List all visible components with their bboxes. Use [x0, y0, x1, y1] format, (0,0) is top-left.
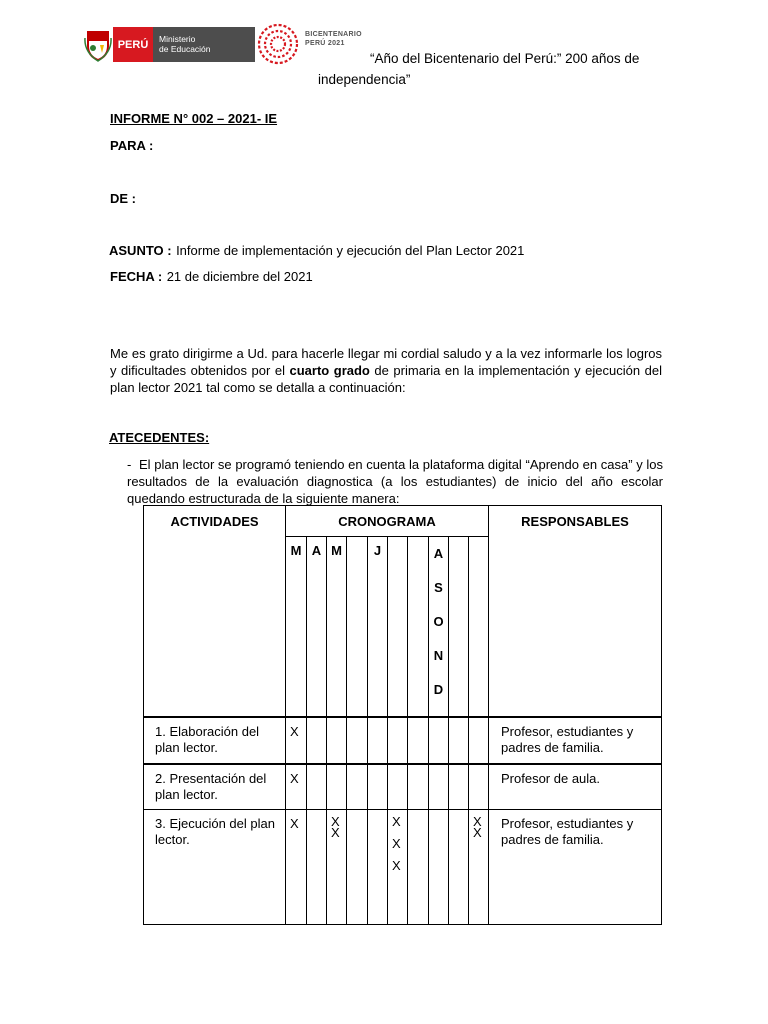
bicentenario-line1: BICENTENARIO	[305, 31, 362, 38]
intro-paragraph	[110, 345, 662, 396]
report-title: INFORME N° 002 – 2021- IE	[110, 111, 278, 126]
logo-ministry-label	[153, 27, 255, 62]
schedule-mark-cell	[368, 764, 388, 810]
bullet-paragraph	[127, 456, 663, 507]
schedule-mark-cell: X	[286, 717, 307, 764]
bullet-text: El plan lector se programó teniendo en cuenta la plataforma digital “Aprendo en casa” y los resultados de la evaluación diagnostica (a los estudiantes) de inicio del año escolar quedando estructurada de la siguiente manera:	[127, 457, 663, 506]
activity-cell: 1. Elaboración del plan lector.	[144, 717, 286, 764]
asunto-value: Informe de implementación y ejecución del Plan Lector 2021	[176, 243, 525, 258]
schedule-mark-cell	[307, 810, 327, 925]
header-responsables: RESPONSABLES	[489, 506, 662, 717]
month-header-cell	[408, 537, 429, 717]
schedule-mark-cell	[408, 717, 429, 764]
header-cronograma: CRONOGRAMA	[286, 506, 489, 537]
minedu-logo	[113, 27, 255, 62]
motto-line1: “Año del Bicentenario del Perú:” 200 años de	[370, 51, 640, 66]
logo-country-label: PERÚ	[113, 27, 153, 62]
bicentenario-emblem-icon	[256, 22, 300, 66]
month-header-cell: A	[307, 537, 327, 717]
schedule-mark-cell	[408, 764, 429, 810]
month-header-cell	[449, 537, 469, 717]
intro-text-b: de primaria en la implementación y ejecución del plan lector 2021 tal como se detalla a continuación:	[110, 363, 662, 395]
logo-ministry-line1: Ministerio	[159, 34, 196, 44]
schedule-mark-cell: X X	[327, 810, 347, 925]
asunto-label: ASUNTO :	[109, 243, 172, 258]
bullet-dash: -	[127, 457, 132, 472]
table-row	[144, 717, 662, 764]
schedule-mark-cell: X	[286, 810, 307, 925]
schedule-mark-cell	[429, 717, 449, 764]
schedule-mark-cell	[347, 717, 368, 764]
schedule-mark-cell	[449, 764, 469, 810]
intro-text-a: Me es grato dirigirme a Ud. para hacerle llegar mi cordial saludo y a la vez informarle los logros y dificultades obtenidos por el	[110, 346, 662, 378]
responsible-cell: Profesor, estudiantes y padres de familia.	[489, 810, 662, 925]
schedule-mark-cell: X	[286, 764, 307, 810]
header-actividades: ACTIVIDADES	[144, 506, 286, 717]
schedule-mark-cell	[429, 764, 449, 810]
month-header-cell	[347, 537, 368, 717]
bicentenario-label	[305, 30, 362, 48]
asunto-line	[109, 242, 524, 260]
schedule-mark-cell	[388, 764, 408, 810]
table-row	[144, 764, 662, 810]
schedule-mark-cell	[327, 764, 347, 810]
schedule-mark-cell	[368, 717, 388, 764]
month-header-cell	[469, 537, 489, 717]
intro-bold-text: cuarto grado	[289, 363, 370, 378]
logo-ministry-line2: de Educación	[159, 44, 211, 54]
schedule-mark-cell	[469, 717, 489, 764]
month-header-cell: A S O N D	[429, 537, 449, 717]
bicentenario-line2: PERÚ 2021	[305, 40, 345, 47]
schedule-table	[143, 505, 662, 925]
month-header-cell: J	[368, 537, 388, 717]
table-header-row	[144, 506, 662, 537]
activity-cell: 2. Presentación del plan lector.	[144, 764, 286, 810]
schedule-mark-cell	[449, 810, 469, 925]
fecha-label: FECHA :	[110, 269, 163, 284]
schedule-mark-cell: X X X	[388, 810, 408, 925]
table-body	[144, 717, 662, 925]
schedule-mark-cell	[307, 717, 327, 764]
schedule-mark-cell	[327, 717, 347, 764]
schedule-mark-cell	[388, 717, 408, 764]
peru-coat-of-arms-icon	[84, 28, 112, 62]
schedule-mark-cell	[347, 810, 368, 925]
responsible-cell: Profesor, estudiantes y padres de familia.	[489, 717, 662, 764]
schedule-mark-cell	[347, 764, 368, 810]
schedule-mark-cell	[408, 810, 429, 925]
schedule-mark-cell	[469, 764, 489, 810]
month-header-cell: M	[327, 537, 347, 717]
activity-cell: 3. Ejecución del plan lector.	[144, 810, 286, 925]
schedule-mark-cell	[368, 810, 388, 925]
schedule-mark-cell	[429, 810, 449, 925]
de-label: DE :	[110, 191, 136, 206]
month-header-cell	[388, 537, 408, 717]
fecha-value: 21 de diciembre del 2021	[166, 269, 313, 284]
schedule-mark-cell	[307, 764, 327, 810]
motto-line2: independencia”	[318, 72, 411, 87]
section-title: ATECEDENTES:	[109, 430, 210, 445]
para-label: PARA :	[110, 138, 154, 153]
month-header-cell: M	[286, 537, 307, 717]
schedule-mark-cell	[449, 717, 469, 764]
schedule-mark-cell: X X	[469, 810, 489, 925]
responsible-cell: Profesor de aula.	[489, 764, 662, 810]
table-row	[144, 810, 662, 925]
fecha-line	[110, 268, 313, 286]
